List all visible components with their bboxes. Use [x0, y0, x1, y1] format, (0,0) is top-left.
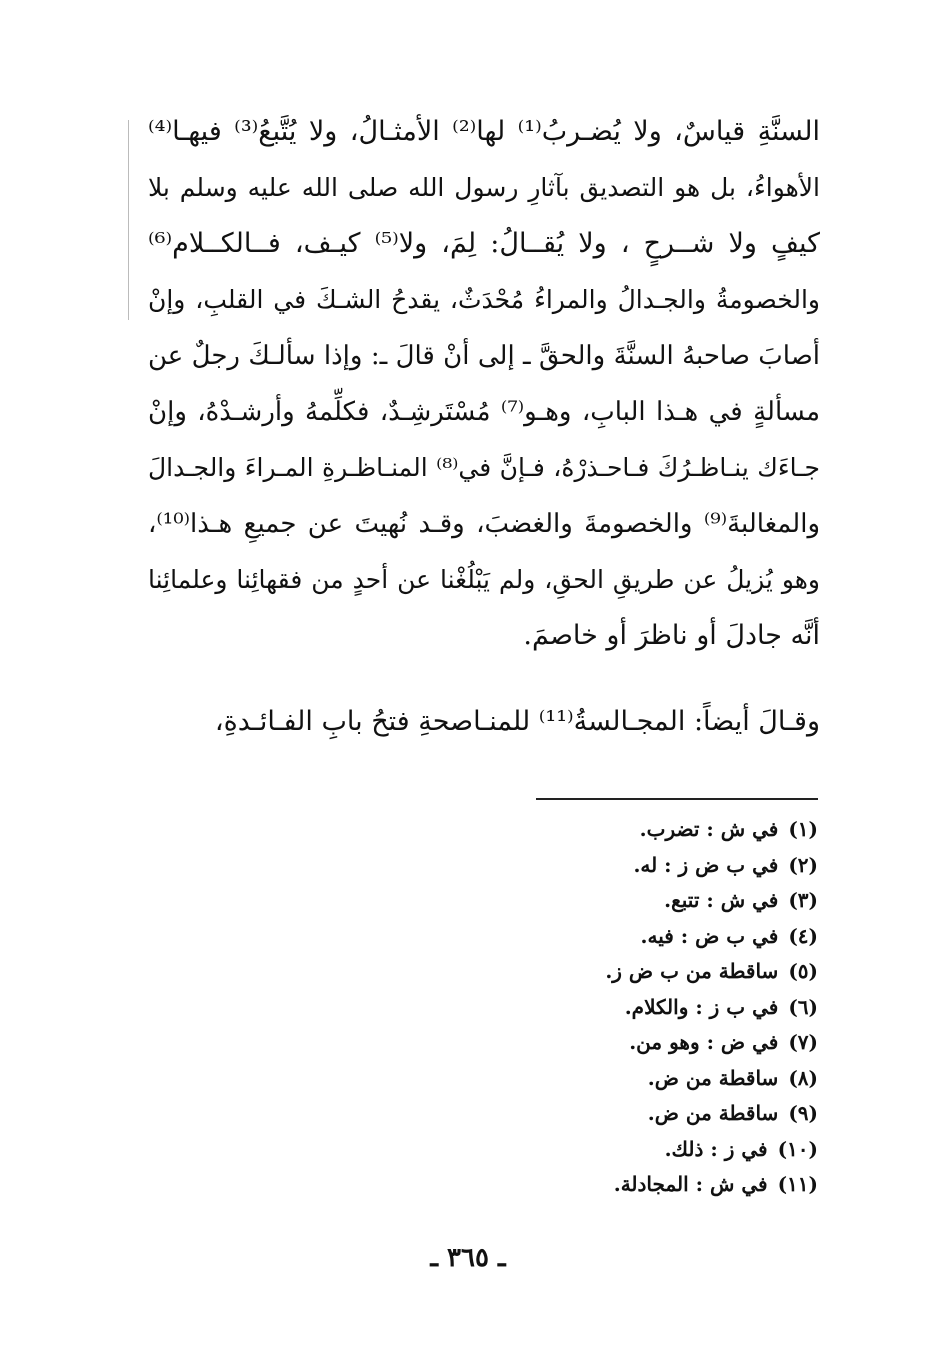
- footnote-number: (٢): [788, 852, 818, 877]
- main-paragraph: [148, 104, 820, 664]
- footnote-5: [500, 954, 818, 990]
- body-line-9: وهو يُزيلُ عن طريقِ الحقِ، ولم يَبْلُغْنا عن أحدٍ من فقهائِنا وعلمائِنا: [148, 565, 820, 594]
- page-number: ـ ٣٦٥ ـ: [430, 1243, 506, 1273]
- body-line-10: أنَّه جادلَ أو ناظرَ أو خاصمَ.: [523, 620, 820, 651]
- footnote-text: ساقطة من ض.: [647, 1065, 779, 1090]
- body-line-7: جـاءَك ينـاظـرُكَ فـاحـذرْهُ، فـإنَّ في⁽⁸⁾ المنـاظـرةِ المـراءَ والجـدالَ: [148, 453, 820, 482]
- footnote-2: [500, 848, 818, 884]
- footnote-text: في ز : ذلك.: [664, 1136, 768, 1161]
- footnote-text: في ب ض ز : له.: [633, 852, 779, 877]
- footnote-number: (٥): [788, 959, 818, 983]
- footnote-1: [500, 812, 818, 848]
- footnote-number: (٨): [788, 1065, 818, 1090]
- footnote-number: (٦): [788, 994, 818, 1019]
- footnote-11: [500, 1167, 818, 1203]
- footnote-separator: [536, 798, 818, 800]
- body-line-6: مسألةٍ في هـذا البابِ، وهـو⁽⁷⁾ مُسْتَرشِـدٌ، فكلِّمهُ وأرشـدْهُ، وإنْ: [148, 397, 820, 427]
- footnote-7: [500, 1025, 818, 1061]
- footnote-number: (٤): [788, 923, 818, 948]
- second-paragraph: [148, 694, 820, 750]
- body-line-3: كيفٍ ولا شــرحٍ ، ولا يُقــالُ: لِمَ، ولا⁽⁵⁾ كيـف، فــالكــلام⁽⁶⁾: [148, 228, 820, 259]
- footnote-text: في ض : وهو من.: [629, 1030, 779, 1054]
- left-margin-rule: [128, 120, 129, 320]
- footnotes-list: [500, 812, 818, 1203]
- footnote-text: في ش : تضرب.: [639, 817, 779, 841]
- footnote-text: في ش : تتبع.: [664, 888, 779, 912]
- footnote-number: (٧): [788, 1030, 818, 1054]
- body-line-5: أصابَ صاحبهُ السنَّةَ والحقَّ ـ إلى أنْ قالَ ـ: وإذا سألـكَ رجلٌ عن: [148, 341, 820, 371]
- footnote-number: (٩): [788, 1101, 818, 1125]
- footnote-number: (٣): [788, 888, 818, 912]
- body-line-1: السنَّةِ قياسٌ، ولا يُضـربُ⁽¹⁾ لها⁽²⁾ الأمثـالُ، ولا يُتَّبعُ⁽³⁾ فيهـا⁽⁴⁾: [148, 116, 820, 147]
- body-line-4: والخصومةُ والجـدالُ والمراءُ مُحْدَثٌ، يقدحُ الشـكَ في القلبِ، وإنْ: [148, 285, 820, 314]
- footnote-number: (١١): [777, 1172, 818, 1196]
- footnote-4: [500, 919, 818, 955]
- body-line-8: والمغالبةَ⁽⁹⁾ والخصومةَ والغضبَ، وقـد نُهيتَ عن جميعِ هـذا⁽¹⁰⁾،: [148, 509, 820, 539]
- footnote-6: [500, 990, 818, 1026]
- footnote-text: في ش : المجادلة.: [613, 1172, 768, 1196]
- footnote-10: [500, 1132, 818, 1168]
- footnote-8: [500, 1061, 818, 1097]
- footnote-text: ساقطة من ب ض ز.: [605, 959, 779, 983]
- footnote-3: [500, 883, 818, 919]
- footnote-text: ساقطة من ض.: [647, 1101, 779, 1125]
- second-paragraph-line: وقـالَ أيضاً: المجـالسةُ⁽¹¹⁾ للمنـاصحةِ فتحُ بابِ الفـائـدةِ،: [214, 706, 820, 737]
- footnote-number: (١): [788, 817, 818, 841]
- body-line-2: الأهواءُ، بل هو التصديق بآثارِ رسول الله صلى الله عليه وسلم بلا: [148, 173, 820, 202]
- footnote-text: في ب ز : والكلام.: [624, 994, 779, 1019]
- footnote-9: [500, 1096, 818, 1132]
- footnote-number: (١٠): [777, 1136, 818, 1161]
- footnote-text: في ب ض : فيه.: [640, 923, 779, 948]
